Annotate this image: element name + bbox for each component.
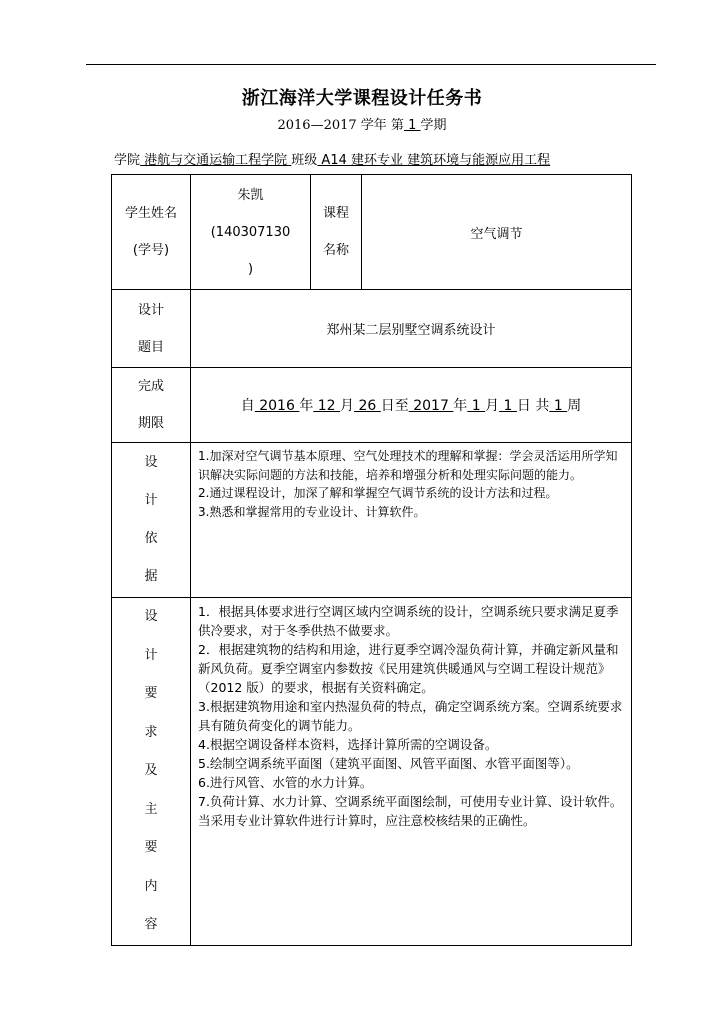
- req-label-char: 及: [144, 763, 158, 778]
- task-form-table: [111, 174, 632, 946]
- period-label-1: 完成: [137, 379, 164, 394]
- requirements-label-cell: [112, 598, 191, 946]
- course-label-1: 课程: [322, 206, 349, 221]
- class-value: A14 建环专业: [317, 153, 408, 168]
- req-label-char: 设: [144, 609, 158, 624]
- basis-label-char: 据: [144, 569, 158, 584]
- requirement-item: 2．根据建筑物的结构和用途，进行夏季空调冷湿负荷计算，并确定新风量和新风负荷。夏季空调室内参数按《民用建筑供暖通风与空调工程设计规范》（2012 版）的要求，根据有关资料确定。: [198, 642, 619, 695]
- start-month: 12: [313, 398, 341, 414]
- end-year: 2017: [408, 398, 454, 414]
- period-month-1: 月: [340, 398, 355, 414]
- top-rule: [86, 64, 656, 65]
- topic-label-2: 题目: [137, 339, 164, 355]
- req-label-char: 内: [144, 878, 158, 894]
- student-id-label: (学号): [132, 243, 170, 258]
- period-year-2: 年: [453, 398, 468, 414]
- end-day: 1: [499, 398, 517, 414]
- major-value: 建筑环境与能源应用工程: [407, 153, 551, 168]
- basis-item: 2.通过课程设计，加深了解和掌握空气调节系统的设计方法和过程。: [198, 486, 558, 500]
- requirements-content: [191, 598, 632, 946]
- period-from: 自: [240, 398, 255, 414]
- student-id-part2: ): [247, 261, 254, 277]
- basis-item: 3.熟悉和掌握常用的专业设计、计算软件。: [198, 504, 426, 519]
- requirement-item: 3.根据建筑物用途和室内热湿负荷的特点，确定空调系统方案。空调系统要求具有随负荷变化的调节能力。: [198, 699, 623, 733]
- student-row: [112, 175, 632, 290]
- period-year-1: 年: [299, 398, 314, 414]
- year-suffix: 学年 第: [356, 118, 404, 133]
- period-row: [112, 368, 632, 443]
- course-label-cell: [311, 175, 362, 290]
- basis-label-char: 依: [144, 531, 158, 546]
- college-label: 学院: [114, 153, 141, 168]
- course-name: 空气调节: [362, 175, 632, 290]
- semester-suffix: 学期: [420, 118, 447, 133]
- period-value: [191, 368, 632, 443]
- requirement-item: 7.负荷计算、水力计算、空调系统平面图绘制，可使用专业计算、设计软件。当采用专业计算软件进行计算时，应注意校核结果的正确性。: [198, 794, 623, 828]
- req-label-char: 要: [144, 840, 158, 855]
- student-value-cell: [191, 175, 311, 290]
- topic-value: 郑州某二层别墅空调系统设计: [191, 290, 632, 368]
- period-label-cell: [112, 368, 191, 443]
- period-week: 周: [567, 398, 582, 414]
- req-label-char: 容: [144, 917, 158, 932]
- topic-row: [112, 290, 632, 368]
- req-label-char: 要: [144, 686, 158, 701]
- year-separator: —: [310, 118, 324, 133]
- requirement-item: 5.绘制空调系统平面图（建筑平面图、风管平面图、水管平面图等）。: [198, 756, 579, 771]
- requirement-item: 4.根据空调设备样本资料，选择计算所需的空调设备。: [198, 737, 498, 752]
- topic-label-cell: [112, 290, 191, 368]
- document-title: 浙江海洋大学课程设计任务书: [241, 88, 483, 109]
- end-month: 1: [467, 398, 486, 414]
- semester-number: 1: [403, 118, 421, 133]
- requirement-item: 6.进行风管、水管的水力计算。: [198, 775, 373, 790]
- start-year: 2016: [254, 398, 300, 414]
- basis-content: [191, 443, 632, 598]
- class-label: 班级: [291, 153, 318, 168]
- student-label: 学生姓名: [124, 206, 177, 221]
- req-label-char: 主: [144, 801, 158, 817]
- requirements-row: [112, 598, 632, 946]
- topic-label-1: 设计: [137, 302, 164, 318]
- student-label-cell: [112, 175, 191, 290]
- req-label-char: 计: [144, 647, 158, 663]
- period-day-total: 日 共: [516, 398, 550, 414]
- student-name: 朱凯: [237, 187, 264, 203]
- college-value: 港航与交通运输工程学院: [140, 153, 292, 168]
- basis-label-char: 设: [144, 455, 158, 470]
- start-day: 26: [354, 398, 381, 414]
- basis-label-char: 计: [144, 493, 158, 508]
- req-label-char: 求: [144, 724, 158, 740]
- period-day-to: 日至: [380, 398, 409, 414]
- year-end: 2017: [323, 118, 357, 133]
- week-count: 1: [549, 398, 568, 414]
- student-id-part1: (140307130: [210, 224, 291, 240]
- period-label-2: 期限: [137, 416, 164, 431]
- student-info-line: [114, 149, 550, 168]
- requirement-item: 1．根据具体要求进行空调区域内空调系统的设计，空调系统只要求满足夏季供冷要求，对于冬季供热不做要求。: [198, 604, 619, 638]
- period-month-2: 月: [485, 398, 500, 414]
- course-label-2: 名称: [322, 243, 349, 258]
- year-start: 2016: [277, 118, 311, 133]
- academic-term: [0, 114, 724, 133]
- basis-row: [112, 443, 632, 598]
- basis-label-cell: [112, 443, 191, 598]
- basis-item: 1.加深对空气调节基本原理、空气处理技术的理解和掌握：学会灵活运用所学知识解决实际问题的方法和技能，培养和增强分析和处理实际问题的能力。: [198, 449, 618, 482]
